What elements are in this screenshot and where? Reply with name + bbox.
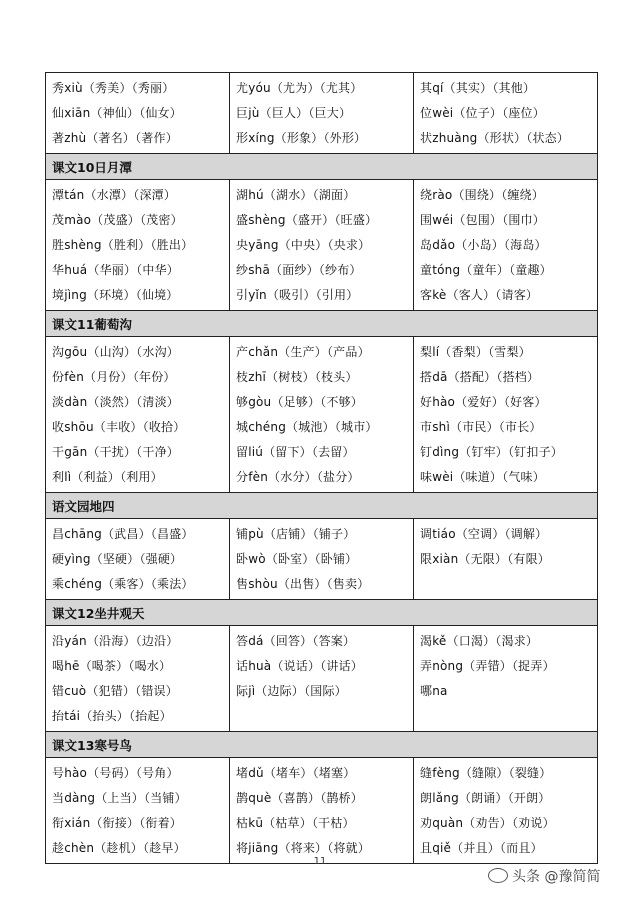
section-header-row — [46, 493, 598, 519]
page-number: 11 — [313, 856, 327, 867]
section-title: 课文10日月潭 — [46, 154, 598, 180]
wechat-icon — [488, 868, 508, 883]
word-cell — [46, 180, 230, 311]
word-entry: 且qiě（并且）（而且） — [420, 841, 543, 855]
word-entry: 缝fèng（缝隙）（裂缝） — [420, 766, 552, 780]
word-entry: 湖hú（湖水）（湖面） — [236, 188, 356, 202]
word-cell — [46, 337, 230, 493]
word-entry: 茂mào（茂盛）（茂密） — [52, 213, 183, 227]
word-entry: 劝quàn（劝告）（劝说） — [420, 816, 555, 830]
word-entry: 著zhù（著名）（著作） — [52, 131, 178, 145]
word-cell — [414, 758, 598, 864]
word-entry: 钉dìng（钉牢）（钉扣子） — [420, 445, 563, 459]
word-cell — [46, 626, 230, 732]
word-row — [46, 758, 598, 864]
word-entry: 枝zhī（树枝）（枝头） — [236, 370, 358, 384]
word-entry: 朗lǎng（朗诵）（开朗） — [420, 791, 551, 805]
word-entry: 客kè（客人）（请客） — [420, 288, 539, 302]
word-entry: 胜shèng（胜利）（胜出） — [52, 238, 194, 252]
word-entry: 沟gōu（山沟）（水沟） — [52, 345, 179, 359]
word-entry: 渴kě（口渴）（渴求） — [420, 634, 539, 648]
word-entry: 围wéi（包围）（围巾） — [420, 213, 545, 227]
word-entry: 昌chāng（武昌）（昌盛） — [52, 527, 194, 541]
word-entry: 售shòu（出售）（售卖） — [236, 577, 370, 591]
word-entry: 枯kū（枯草）（干枯） — [236, 816, 355, 830]
word-entry: 哪na — [420, 684, 448, 698]
word-entry: 好hào（爱好）（好客） — [420, 395, 547, 409]
word-entry: 绕rào（围绕）（缠绕） — [420, 188, 545, 202]
section-title: 课文13寒号鸟 — [46, 732, 598, 758]
word-cell — [414, 626, 598, 732]
vocab-page — [45, 72, 597, 864]
word-entry: 话huà（说话）（讲话） — [236, 659, 363, 673]
word-cell — [46, 73, 230, 154]
section-title: 课文11葡萄沟 — [46, 311, 598, 337]
watermark-text: 头条 @豫简简 — [512, 869, 601, 885]
word-row — [46, 180, 598, 311]
word-entry: 限xiàn（无限）（有限） — [420, 552, 550, 566]
word-row — [46, 337, 598, 493]
word-entry: 号hào（号码）（号角） — [52, 766, 179, 780]
section-title: 课文12坐井观天 — [46, 600, 598, 626]
word-entry: 其qí（其实）（其他） — [420, 81, 536, 95]
word-entry: 衔xián（衔接）（衔着） — [52, 816, 182, 830]
word-entry: 堵dǔ（堵车）（堵塞） — [236, 766, 356, 780]
word-row — [46, 73, 598, 154]
section-header-row — [46, 732, 598, 758]
word-entry: 央yāng（中央）（央求） — [236, 238, 371, 252]
word-cell — [46, 758, 230, 864]
word-entry: 状zhuàng（形状）（状态） — [420, 131, 570, 145]
word-entry: 硬yìng（坚硬）（强硬） — [52, 552, 183, 566]
word-entry: 当dàng（上当）（当铺） — [52, 791, 187, 805]
section-header-row — [46, 600, 598, 626]
word-entry: 际jì（边际）（国际） — [236, 684, 347, 698]
vocab-table — [45, 72, 598, 864]
word-entry: 弄nòng（弄错）（捉弄） — [420, 659, 555, 673]
watermark — [488, 866, 600, 886]
word-entry: 潭tán（水潭）（深潭） — [52, 188, 177, 202]
word-entry: 搭dā（搭配）（搭档） — [420, 370, 540, 384]
word-cell — [414, 73, 598, 154]
word-entry: 纱shā（面纱）（纱布） — [236, 263, 362, 277]
section-header-row — [46, 311, 598, 337]
word-entry: 秀xiù（秀美）（秀丽） — [52, 81, 175, 95]
word-entry: 引yǐn（吸引）（引用） — [236, 288, 359, 302]
word-entry: 错cuò（犯错）（错误） — [52, 684, 178, 698]
word-cell — [414, 180, 598, 311]
word-cell — [230, 73, 414, 154]
word-entry: 盛shèng（盛开）（旺盛） — [236, 213, 378, 227]
word-entry: 鹊què（喜鹊）（鹊桥） — [236, 791, 364, 805]
word-cell — [230, 626, 414, 732]
word-cell — [414, 519, 598, 600]
word-entry: 答dá（回答）（答案） — [236, 634, 356, 648]
word-entry: 境jìng（环境）（仙境） — [52, 288, 179, 302]
word-entry: 梨lí（香梨）（雪梨） — [420, 345, 531, 359]
word-entry: 沿yán（沿海）（边沿） — [52, 634, 179, 648]
word-entry: 仙xiān（神仙）（仙女） — [52, 106, 182, 120]
word-entry: 喝hē（喝茶）（喝水） — [52, 659, 172, 673]
word-row — [46, 626, 598, 732]
word-entry: 卧wò（卧室）（卧铺） — [236, 552, 358, 566]
word-entry: 位wèi（位子）（座位） — [420, 106, 545, 120]
word-entry: 抬tái（抬头）（抬起） — [52, 709, 172, 723]
word-entry: 淡dàn（淡然）（清淡） — [52, 395, 179, 409]
section-title: 语文园地四 — [46, 493, 598, 519]
word-entry: 份fèn（月份）（年份） — [52, 370, 176, 384]
word-entry: 干gān（干扰）（干净） — [52, 445, 179, 459]
word-entry: 尤yóu（尤为）（尤其） — [236, 81, 363, 95]
word-entry: 分fèn（水分）（盐分） — [236, 470, 360, 484]
word-entry: 乘chéng（乘客）（乘法） — [52, 577, 194, 591]
word-cell — [230, 519, 414, 600]
word-entry: 童tóng（童年）（童趣） — [420, 263, 552, 277]
word-cell — [230, 758, 414, 864]
word-entry: 城chéng（城池）（城市） — [236, 420, 378, 434]
word-entry: 形xíng（形象）（外形） — [236, 131, 367, 145]
section-header-row — [46, 154, 598, 180]
word-entry: 市shì（市民）（市长） — [420, 420, 542, 434]
word-cell — [230, 180, 414, 311]
word-entry: 铺pù（店铺）（铺子） — [236, 527, 356, 541]
word-entry: 产chǎn（生产）（产品） — [236, 345, 370, 359]
word-cell — [230, 337, 414, 493]
word-entry: 将jiāng（将来）（将就） — [236, 841, 371, 855]
word-entry: 岛dǎo（小岛）（海岛） — [420, 238, 547, 252]
word-row — [46, 519, 598, 600]
word-cell — [414, 337, 598, 493]
word-entry: 收shōu（丰收）（收拾） — [52, 420, 186, 434]
word-entry: 华huá（华丽）（中华） — [52, 263, 179, 277]
word-entry: 利lì（利益）（利用） — [52, 470, 163, 484]
word-entry: 趁chèn（趁机）（趁早） — [52, 841, 186, 855]
word-entry: 调tiáo（空调）（调解） — [420, 527, 548, 541]
word-entry: 巨jù（巨人）（巨大） — [236, 106, 352, 120]
word-cell — [46, 519, 230, 600]
word-entry: 够gòu（足够）（不够） — [236, 395, 363, 409]
word-entry: 味wèi（味道）（气味） — [420, 470, 545, 484]
word-entry: 留liú（留下）（去留） — [236, 445, 355, 459]
